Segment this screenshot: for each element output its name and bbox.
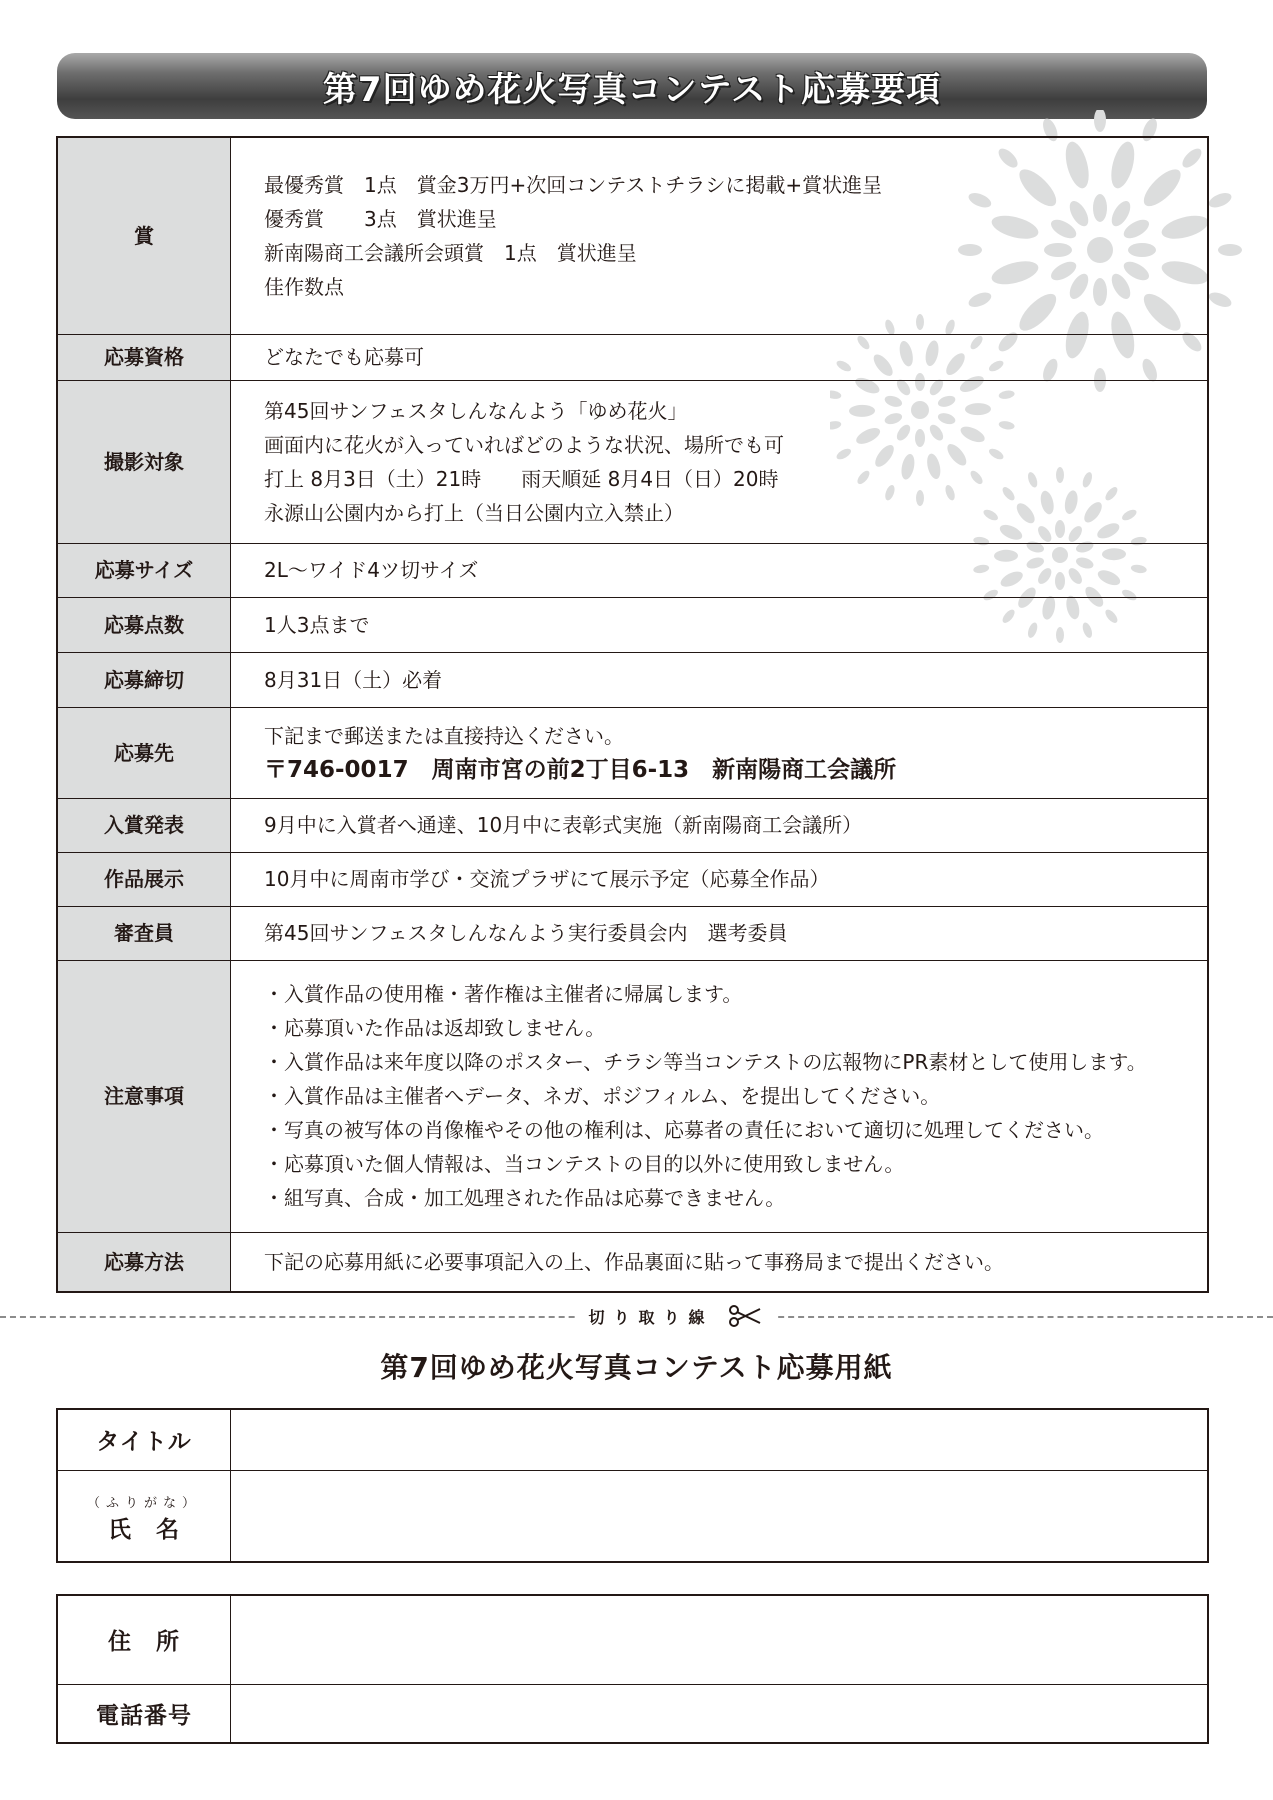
exhibition-label: 作品展示 [57,852,231,906]
address-line: 〒746-0017 周南市宮の前2丁目6-13 新南陽商工会議所 [264,756,897,783]
notes-line: ・入賞作品の使用権・著作権は主催者に帰属します。 [264,982,743,1006]
row-notes [57,960,1208,1232]
address-line: 下記まで郵送または直接持込ください。 [264,723,624,748]
address-label: 応募先 [57,707,231,798]
title-field-label: タイトル [57,1409,231,1470]
notes-label: 注意事項 [57,960,231,1232]
row-exhibition [57,852,1208,906]
notes-line: ・写真の被写体の肖像権やその他の権利は、応募者の責任において適切に処理してください。 [264,1118,1104,1142]
entry-form-table-1 [56,1408,1209,1563]
entry-form-title: 第7回ゆめ花火写真コンテスト応募用紙 [380,1351,893,1384]
row-subject [57,380,1208,543]
prize-line: 最優秀賞 1点 賞金3万円+次回コンテストチラシに掲載+賞状進呈 [264,172,883,197]
address-value [231,707,1209,798]
notes-line: ・入賞作品は主催者へデータ、ネガ、ポジフィルム、を提出してください。 [264,1084,941,1108]
row-announcement [57,798,1208,852]
prize-line: 新南陽商工会議所会頭賞 1点 賞状進呈 [264,240,637,265]
name-field[interactable] [231,1470,1209,1562]
row-size [57,543,1208,597]
row-prize [57,137,1208,334]
phone-field-label: 電話番号 [57,1684,231,1743]
form-row-title [57,1409,1208,1470]
notes-line: ・入賞作品は来年度以降のポスター、チラシ等当コンテストの広報物にPR素材として使用します。 [264,1050,1147,1074]
announcement-label: 入賞発表 [57,798,231,852]
entry-form-table-2 [56,1594,1209,1744]
judges-label: 審査員 [57,906,231,960]
cut-line-label-box [575,1302,775,1330]
notes-line: ・応募頂いた個人情報は、当コンテストの目的以外に使用致しません。 [264,1152,905,1176]
form-row-address [57,1595,1208,1684]
row-method [57,1232,1208,1292]
count-value: 1人3点まで [231,597,1209,652]
furigana-label: （ふりがな） [86,1495,201,1511]
eligibility-value: どなたでも応募可 [231,334,1209,380]
row-judges [57,906,1208,960]
form-row-phone [57,1684,1208,1743]
method-label: 応募方法 [57,1232,231,1292]
row-address [57,707,1208,798]
title-field[interactable] [231,1409,1209,1470]
row-count [57,597,1208,652]
page-title: 第7回ゆめ花火写真コンテスト応募要項 [322,69,942,110]
prize-value [231,137,1209,334]
notes-value [231,960,1209,1232]
subject-value [231,380,1209,543]
row-deadline [57,652,1208,707]
count-label: 応募点数 [57,597,231,652]
announcement-value: 9月中に入賞者へ通達、10月中に表彰式実施（新南陽商工会議所） [231,798,1209,852]
address-field[interactable] [231,1595,1209,1684]
prize-label: 賞 [57,137,231,334]
page-title-banner [57,53,1207,119]
subject-line: 第45回サンフェスタしんなんよう「ゆめ花火」 [264,398,688,423]
phone-field[interactable] [231,1684,1209,1743]
name-field-label-cell [57,1470,231,1562]
form-row-name [57,1470,1208,1562]
address-field-label: 住 所 [57,1595,231,1684]
prize-line: 佳作数点 [264,274,344,299]
subject-label: 撮影対象 [57,380,231,543]
size-value: 2L～ワイド4ツ切サイズ [231,543,1209,597]
notes-line: ・応募頂いた作品は返却致しません。 [264,1016,606,1040]
deadline-label: 応募締切 [57,652,231,707]
eligibility-label: 応募資格 [57,334,231,380]
exhibition-value: 10月中に周南市学び・交流プラザにて展示予定（応募全作品） [231,852,1209,906]
name-field-label: 氏 名 [108,1516,180,1543]
method-value: 下記の応募用紙に必要事項記入の上、作品裏面に貼って事務局まで提出ください。 [231,1232,1209,1292]
cut-line-label: 切り取り線 [588,1307,714,1327]
subject-line: 永源山公園内から打上（当日公園内立入禁止） [264,500,684,525]
scissors-icon [728,1304,762,1328]
prize-line: 優秀賞 3点 賞状進呈 [264,206,497,231]
deadline-value: 8月31日（土）必着 [231,652,1209,707]
size-label: 応募サイズ [57,543,231,597]
subject-line: 画面内に花火が入っていればどのような状況、場所でも可 [264,432,784,457]
judges-value: 第45回サンフェスタしんなんよう実行委員会内 選考委員 [231,906,1209,960]
row-eligibility [57,334,1208,380]
subject-line: 打上 8月3日（土）21時 雨天順延 8月4日（日）20時 [264,466,779,491]
notes-line: ・組写真、合成・加工処理された作品は応募できません。 [264,1186,786,1210]
guidelines-table [56,136,1209,1293]
